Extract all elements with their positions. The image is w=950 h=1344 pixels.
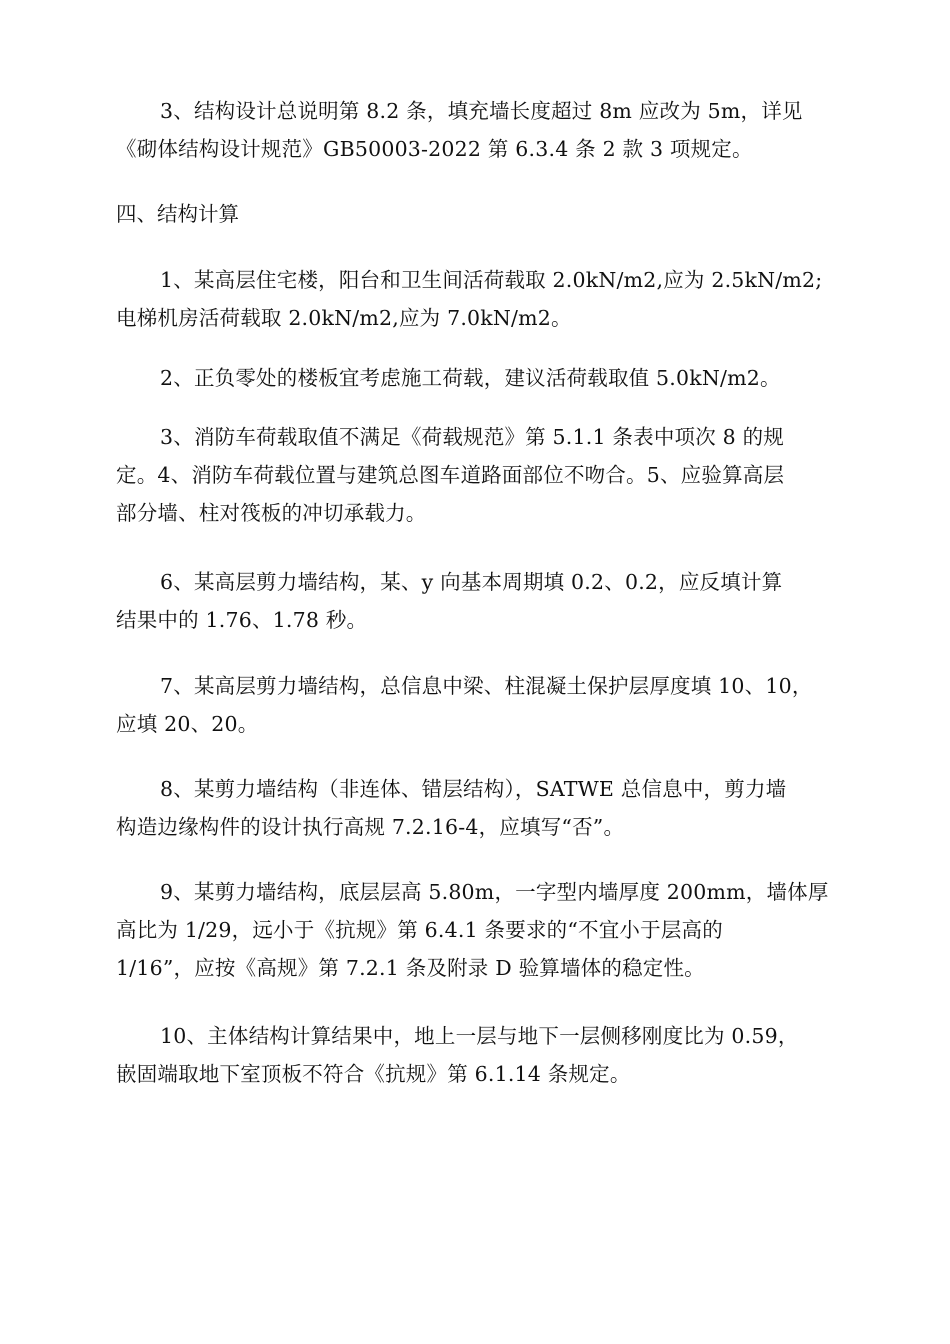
paragraph-item-3-masonry	[116, 92, 838, 168]
paragraph-item-10	[116, 1017, 838, 1093]
text-line: 9、某剪力墙结构，底层层高 5.80m，一字型内墙厚度 200mm，墙体厚	[160, 880, 829, 904]
text-line: 应填 20、20。	[116, 712, 259, 736]
text-line: 2、正负零处的楼板宜考虑施工荷载，建议活荷载取值 5.0kN/m2。	[160, 366, 781, 390]
text-line: 10、主体结构计算结果中，地上一层与地下一层侧移刚度比为 0.59，	[160, 1024, 799, 1048]
paragraph-item-2	[116, 359, 838, 397]
text-line: 高比为 1/29，远小于《抗规》第 6.4.1 条要求的“不宜小于层高的	[116, 918, 723, 942]
paragraph-item-1	[116, 261, 838, 337]
text-line: 《砌体结构设计规范》GB50003-2022 第 6.3.4 条 2 款 3 项规定。	[116, 137, 753, 161]
paragraph-item-3-fire-truck	[116, 418, 838, 532]
text-line: 3、结构设计总说明第 8.2 条，填充墙长度超过 8m 应改为 5m，详见	[160, 99, 803, 123]
paragraph-item-7	[116, 667, 838, 743]
text-line: 定。4、消防车荷载位置与建筑总图车道路面部位不吻合。5、应验算高层	[116, 463, 785, 487]
text-line: 构造边缘构件的设计执行高规 7.2.16-4，应填写“否”。	[116, 815, 625, 839]
text-line: 1/16”，应按《高规》第 7.2.1 条及附录 D 验算墙体的稳定性。	[116, 956, 705, 980]
text-line: 3、消防车荷载取值不满足《荷载规范》第 5.1.1 条表中项次 8 的规	[160, 425, 785, 449]
paragraph-item-6	[116, 563, 838, 639]
text-line: 电梯机房活荷载取 2.0kN/m2,应为 7.0kN/m2。	[116, 306, 572, 330]
section-heading: 四、结构计算	[116, 202, 239, 226]
text-line: 嵌固端取地下室顶板不符合《抗规》第 6.1.14 条规定。	[116, 1062, 631, 1086]
text-line: 结果中的 1.76、1.78 秒。	[116, 608, 368, 632]
text-line: 部分墙、柱对筏板的冲切承载力。	[116, 501, 427, 525]
text-line: 1、某高层住宅楼，阳台和卫生间活荷载取 2.0kN/m2,应为 2.5kN/m2;	[160, 268, 823, 292]
text-line: 6、某高层剪力墙结构，某、y 向基本周期填 0.2、0.2，应反填计算	[160, 570, 783, 594]
text-line: 7、某高层剪力墙结构，总信息中梁、柱混凝土保护层厚度填 10、10，	[160, 674, 813, 698]
paragraph-item-8	[116, 770, 838, 846]
text-line: 8、某剪力墙结构（非连体、错层结构），SATWE 总信息中，剪力墙	[160, 777, 787, 801]
paragraph-item-9	[116, 873, 838, 987]
